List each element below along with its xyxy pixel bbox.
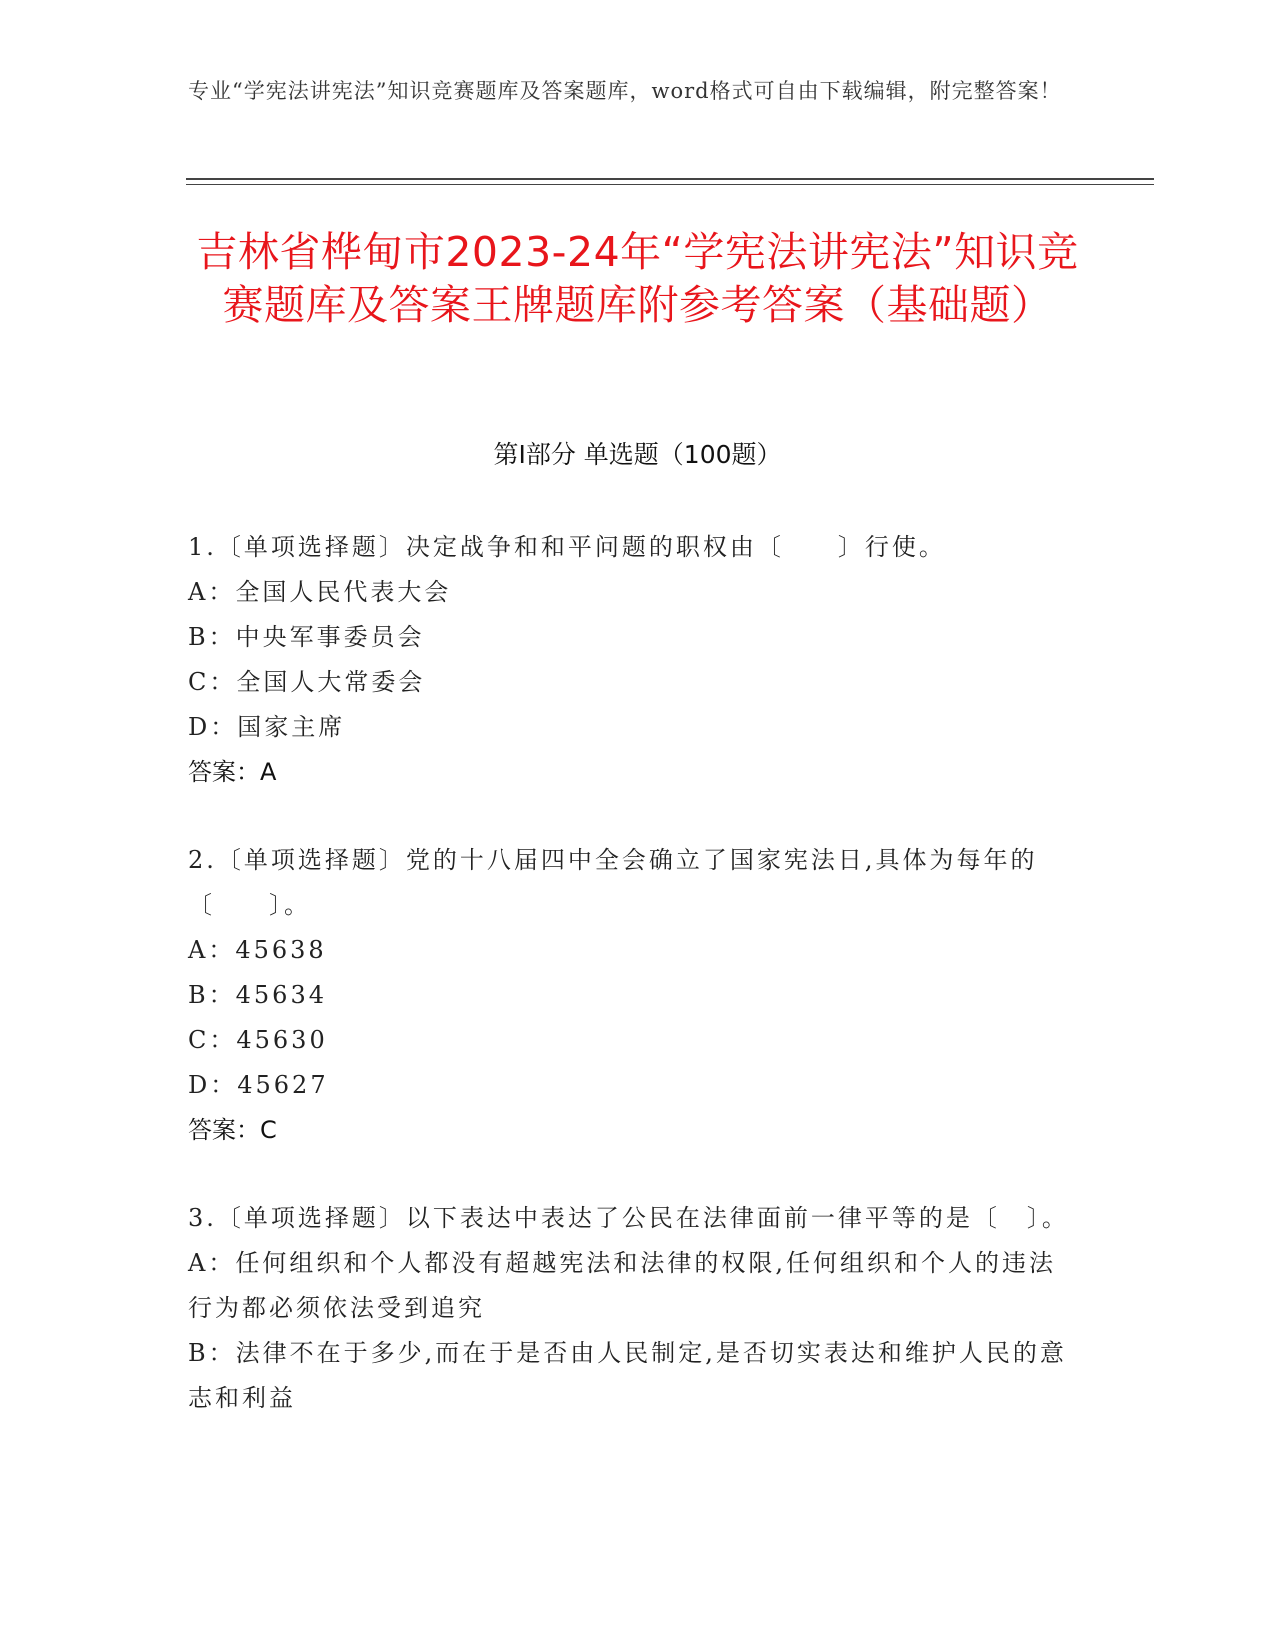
option-d: D：国家主席 (188, 713, 346, 741)
option-a: A：任何组织和个人都没有超越宪法和法律的权限,任何组织和个人的违法行为都必须依法受到追究 (188, 1249, 1056, 1322)
document-title: 吉林省桦甸市2023-24年“学宪法讲宪法”知识竞赛题库及答案王牌题库附参考答案（基础题） (196, 228, 1079, 329)
option-d: D：45627 (188, 1071, 329, 1099)
question-list (188, 525, 1078, 1464)
option-b: B：法律不在于多少,而在于是否由人民制定,是否切实表达和维护人民的意志和利益 (188, 1339, 1067, 1412)
option-b: B：45634 (188, 981, 327, 1009)
option-a: A：45638 (188, 936, 327, 964)
question-3 (188, 1196, 1078, 1421)
header-divider-thin (186, 184, 1154, 185)
question-stem: 2.〔单项选择题〕党的十八届四中全会确立了国家宪法日,具体为每年的〔 〕。 (188, 846, 1038, 919)
option-a: A：全国人民代表大会 (188, 578, 452, 606)
answer-line: 答案：A (188, 758, 277, 786)
question-1 (188, 525, 1078, 795)
header-note: 专业“学宪法讲宪法”知识竞赛题库及答案题库，word格式可自由下载编辑，附完整答案！ (188, 79, 1062, 103)
header-divider (186, 178, 1154, 180)
answer-line: 答案：C (188, 1116, 277, 1144)
section-title: 第Ⅰ部分 单选题（100题） (493, 440, 782, 469)
option-c: C：45630 (188, 1026, 328, 1054)
question-stem: 3.〔单项选择题〕以下表达中表达了公民在法律面前一律平等的是〔 〕。 (188, 1204, 1069, 1232)
question-stem: 1.〔单项选择题〕决定战争和和平问题的职权由〔 〕行使。 (188, 533, 946, 561)
option-b: B：中央军事委员会 (188, 623, 425, 651)
option-c: C：全国人大常委会 (188, 668, 426, 696)
question-2 (188, 838, 1078, 1153)
